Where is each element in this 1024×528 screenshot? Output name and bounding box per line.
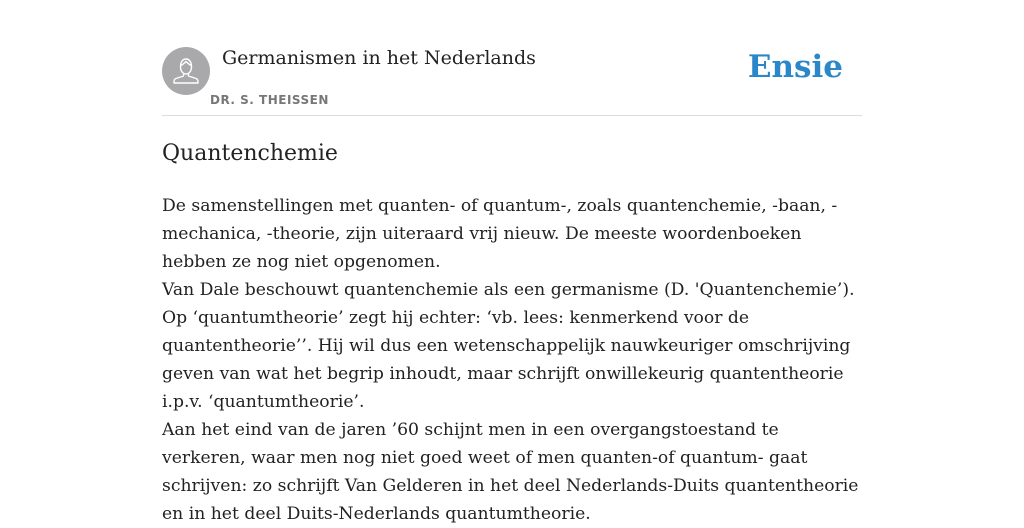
entry-paragraph: De samenstellingen met quanten- of quantum-, zoals quantenchemie, -baan, -mechanica, -theorie, zijn uiteraard vrij nieuw. De meeste woordenboeken hebben ze nog niet opgenomen. [162, 196, 838, 272]
author-avatar[interactable] [162, 47, 210, 95]
header-divider [162, 115, 862, 116]
user-silhouette-icon [162, 47, 210, 95]
author-name[interactable]: DR. S. THEISSEN [210, 93, 329, 107]
brand-logo[interactable]: Ensie [747, 49, 843, 85]
entry-body [162, 192, 862, 528]
entry-paragraph: Van Dale beschouwt quantenchemie als een germanisme (D. 'Quantenchemie’). Op ‘quantumtheorie’ zegt hij echter: ‘vb. lees: kenmerkend voor de quantentheorie’’. Hij wil dus een wetenschappelijk nauwkeuriger omschrijving geven van wat het begrip inhoudt, maar schrijft onwillekeurig quantentheorie i.p.v. ‘quantumtheorie’. [162, 280, 855, 412]
book-title[interactable]: Germanismen in het Nederlands [222, 47, 536, 69]
entry-title: Quantenchemie [162, 141, 338, 166]
entry-paragraph: Aan het eind van de jaren ’60 schijnt men in een overgangstoestand te verkeren, waar men nog niet goed weet of men quanten-of quantum- gaat schrijven: zo schrijft Van Gelderen in het deel Nederlands-Duits quantentheorie en in het deel Duits-Nederlands quantumtheorie. [162, 420, 859, 524]
